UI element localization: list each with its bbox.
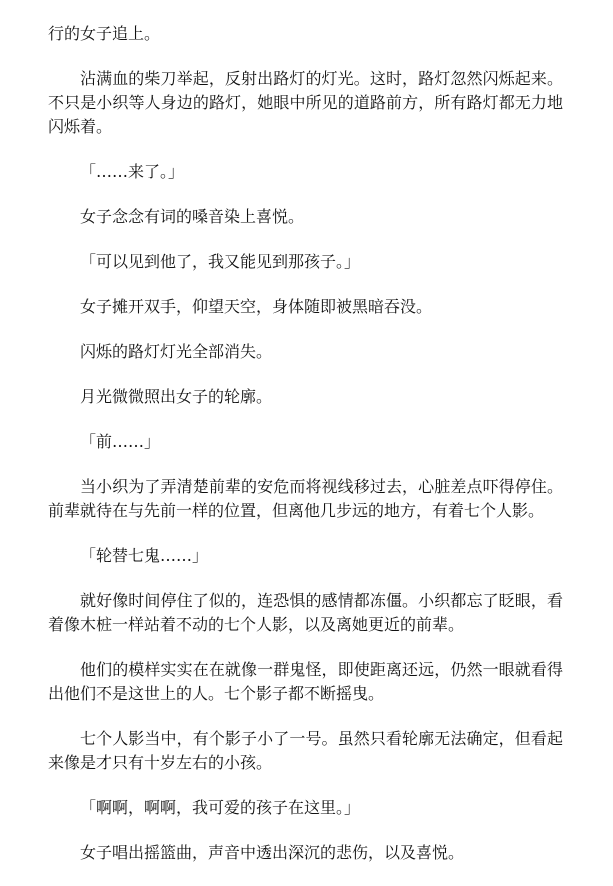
paragraph-4: 女子念念有词的嗓音染上喜悦。 — [80, 207, 305, 226]
paragraph-7: 闪烁的路灯灯光全部消失。 — [80, 342, 273, 361]
page-text — [48, 22, 563, 886]
paragraph-3: 「……来了。」 — [80, 162, 185, 181]
paragraph-6: 女子摊开双手，仰望天空，身体随即被黑暗吞没。 — [80, 297, 433, 316]
paragraph-14: 七个人影当中，有个影子小了一号。虽然只看轮廓无法确定，但看起来像是才只有十岁左右的小孩。 — [48, 729, 563, 772]
paragraph-12: 就好像时间停住了似的，连恐惧的感情都冻僵。小织都忘了眨眼，看着像木桩一样站着不动的七个人影，以及离她更近的前辈。 — [48, 591, 563, 634]
paragraph-1: 行的女子追上。 — [48, 24, 161, 43]
paragraph-5: 「可以见到他了，我又能见到那孩子。」 — [80, 252, 361, 271]
paragraph-10: 当小织为了弄清楚前辈的安危而将视线移过去，心脏差点吓得停住。前辈就待在与先前一样的位置，但离他几步远的地方，有着七个人影。 — [48, 477, 563, 520]
paragraph-2: 沾满血的柴刀举起，反射出路灯的灯光。这时，路灯忽然闪烁起来。不只是小织等人身边的路灯，她眼中所见的道路前方，所有路灯都无力地闪烁着。 — [48, 69, 563, 136]
paragraph-16: 女子唱出摇篮曲，声音中透出深沉的悲伤，以及喜悦。 — [80, 843, 465, 862]
paragraph-8: 月光微微照出女子的轮廓。 — [80, 387, 273, 406]
paragraph-9: 「前……」 — [80, 432, 161, 451]
paragraph-11: 「轮替七鬼……」 — [80, 546, 209, 565]
paragraph-15: 「啊啊，啊啊，我可爱的孩子在这里。」 — [80, 798, 361, 817]
paragraph-13: 他们的模样实实在在就像一群鬼怪，即使距离还远，仍然一眼就看得出他们不是这世上的人。七个影子都不断摇曳。 — [48, 660, 563, 703]
